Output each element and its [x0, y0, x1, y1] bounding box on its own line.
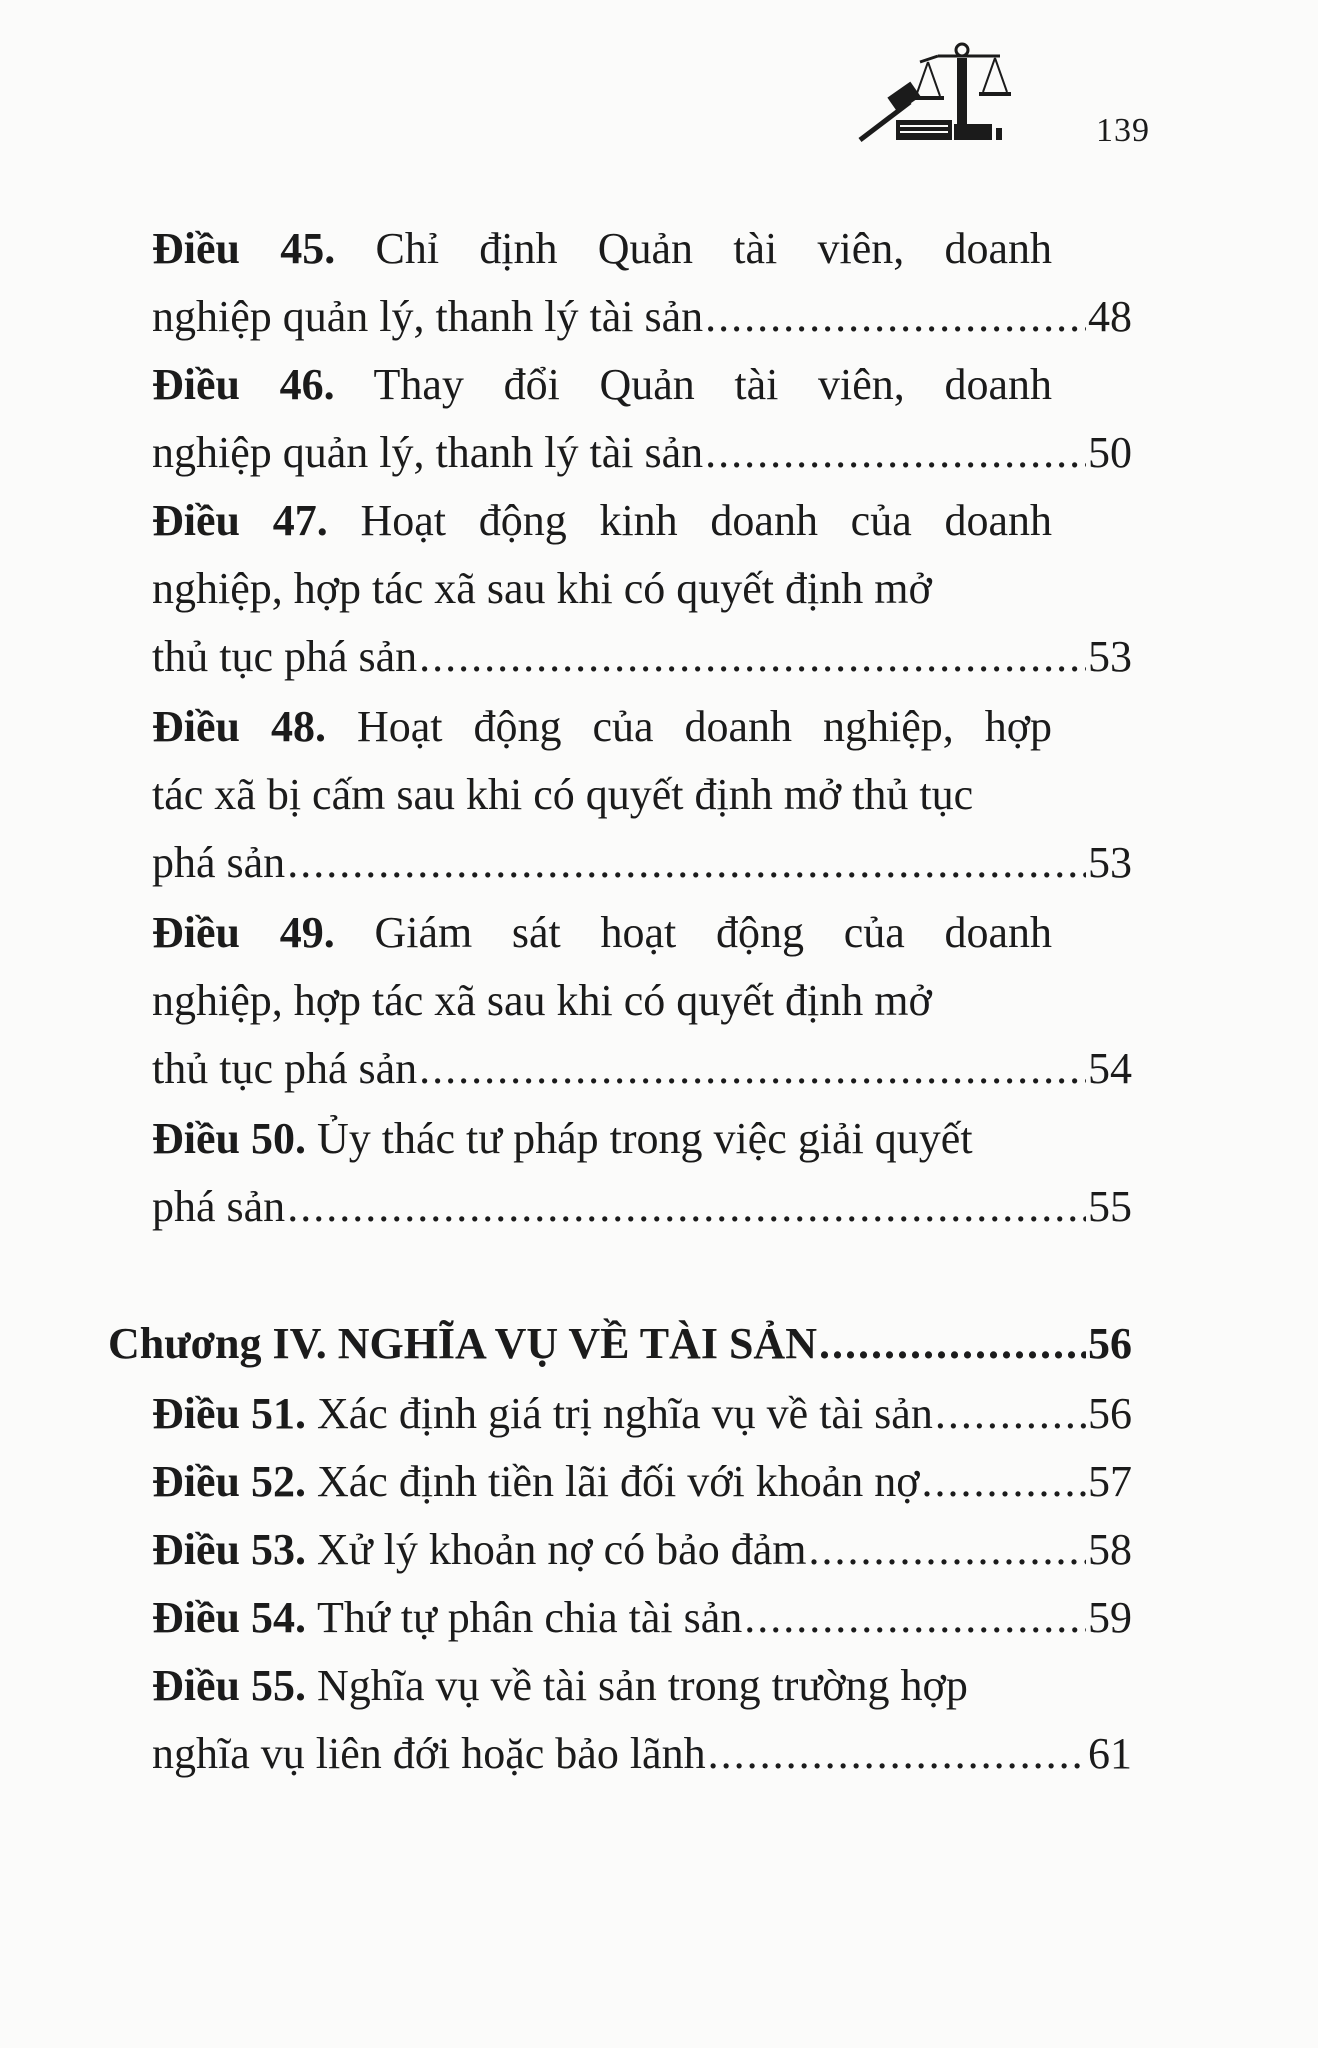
leader-dots: [808, 1516, 1086, 1584]
toc-entry-line: [152, 215, 1052, 283]
toc-entry-line: [152, 829, 1132, 897]
article-title: Giám sát hoạt động của doanh: [374, 908, 1052, 957]
article-title-cont: phá sản: [152, 838, 286, 887]
article-title-cont: nghiệp quản lý, thanh lý tài sản: [152, 292, 704, 341]
toc-chapter-line: [108, 1310, 1132, 1378]
page-header: [850, 40, 1150, 150]
toc-entry-line: [152, 623, 1132, 691]
toc-entry-line: [152, 1720, 1132, 1788]
page-ref: 48: [1088, 292, 1132, 341]
toc-entry-line: [152, 967, 1132, 1035]
toc-entry-line: [152, 899, 1052, 967]
article-title-cont: nghiệp, hợp tác xã sau khi có quyết định mở: [152, 976, 932, 1025]
toc-entry-45[interactable]: [152, 215, 1132, 351]
leader-dots: [705, 419, 1086, 487]
article-title: Xác định tiền lãi đối với khoản nợ: [317, 1457, 920, 1506]
article-label: Điều 53.: [152, 1525, 306, 1574]
article-title-cont: thủ tục phá sản: [152, 1044, 418, 1093]
page-ref: 56: [1088, 1389, 1132, 1438]
toc-entry-line: [152, 351, 1052, 419]
page-ref: 57: [1088, 1457, 1132, 1506]
toc-chapter-4[interactable]: [108, 1310, 1132, 1378]
leader-dots: [287, 1173, 1086, 1241]
leader-dots: [419, 623, 1086, 691]
toc-entry-48[interactable]: [152, 693, 1132, 897]
toc-entry-line: [152, 1035, 1132, 1103]
article-title: Thay đổi Quản tài viên, doanh: [373, 360, 1052, 409]
leader-dots: [287, 829, 1086, 897]
leader-dots: [922, 1448, 1086, 1516]
article-title: Chỉ định Quản tài viên, doanh: [375, 224, 1052, 273]
article-title-cont: thủ tục phá sản: [152, 632, 418, 681]
article-title: Thứ tự phân chia tài sản: [317, 1593, 743, 1642]
toc-entry-50[interactable]: [152, 1105, 1132, 1241]
leader-dots: [419, 1035, 1086, 1103]
article-label: Điều 50.: [152, 1114, 306, 1163]
page-ref: 58: [1088, 1525, 1132, 1574]
page-ref: 53: [1088, 838, 1132, 887]
toc-entry-55[interactable]: [152, 1652, 1132, 1788]
chapter-label: Chương IV. NGHĨA VỤ VỀ TÀI SẢN: [108, 1319, 817, 1368]
article-title-cont: phá sản: [152, 1182, 286, 1231]
article-label: Điều 47.: [152, 496, 328, 545]
article-title: Nghĩa vụ về tài sản trong trường hợp: [317, 1661, 968, 1710]
article-title-cont: nghiệp quản lý, thanh lý tài sản: [152, 428, 704, 477]
article-title-cont: nghĩa vụ liên đới hoặc bảo lãnh: [152, 1729, 706, 1778]
article-title-cont: nghiệp, hợp tác xã sau khi có quyết định mở: [152, 564, 932, 613]
toc-entry-line: [152, 555, 1132, 623]
article-label: Điều 46.: [152, 360, 335, 409]
page-ref: 55: [1088, 1182, 1132, 1231]
page-ref: 59: [1088, 1593, 1132, 1642]
page-ref: 54: [1088, 1044, 1132, 1093]
article-label: Điều 54.: [152, 1593, 306, 1642]
article-title-cont: tác xã bị cấm sau khi có quyết định mở thủ tục: [152, 770, 974, 819]
toc-entry-line: [152, 1173, 1132, 1241]
leader-dots: [819, 1310, 1086, 1378]
article-title: Hoạt động của doanh nghiệp, hợp: [356, 702, 1053, 751]
toc-entry-line: [152, 283, 1132, 351]
toc-entry-49[interactable]: [152, 899, 1132, 1103]
page-ref: 50: [1088, 428, 1132, 477]
toc-entry-line: [152, 1652, 1132, 1720]
toc-entry-line: [152, 1448, 1132, 1516]
leader-dots: [708, 1720, 1086, 1788]
page-ref: 56: [1088, 1319, 1132, 1368]
article-title: Xử lý khoản nợ có bảo đảm: [317, 1525, 807, 1574]
article-label: Điều 55.: [152, 1661, 306, 1710]
page-ref: 61: [1088, 1729, 1132, 1778]
toc-entry-46[interactable]: [152, 351, 1132, 487]
article-label: Điều 49.: [152, 908, 335, 957]
leader-dots: [744, 1584, 1086, 1652]
toc-entry-52[interactable]: [152, 1448, 1132, 1516]
article-label: Điều 52.: [152, 1457, 306, 1506]
article-title: Hoạt động kinh doanh của doanh: [360, 496, 1053, 545]
toc-entry-54[interactable]: [152, 1584, 1132, 1652]
article-title: Xác định giá trị nghĩa vụ về tài sản: [317, 1389, 933, 1438]
toc-entry-line: [152, 419, 1132, 487]
leader-dots: [935, 1380, 1086, 1448]
article-label: Điều 51.: [152, 1389, 306, 1438]
toc-entry-line: [152, 1105, 1132, 1173]
toc-entry-line: [152, 1516, 1132, 1584]
toc-entry-47[interactable]: [152, 487, 1132, 691]
toc-entry-51[interactable]: [152, 1380, 1132, 1448]
toc-entry-line: [152, 693, 1052, 761]
toc-entry-line: [152, 1380, 1132, 1448]
scales-of-justice-gavel-icon: [850, 40, 1030, 150]
leader-dots: [705, 283, 1086, 351]
toc-entry-line: [152, 1584, 1132, 1652]
page-ref: 53: [1088, 632, 1132, 681]
article-label: Điều 45.: [152, 224, 336, 273]
article-label: Điều 48.: [152, 702, 326, 751]
toc-entry-line: [152, 487, 1052, 555]
article-title: Ủy thác tư pháp trong việc giải quyết: [317, 1114, 973, 1163]
toc-entry-line: [152, 761, 1132, 829]
toc-entry-53[interactable]: [152, 1516, 1132, 1584]
page-number: 139: [1096, 112, 1150, 149]
